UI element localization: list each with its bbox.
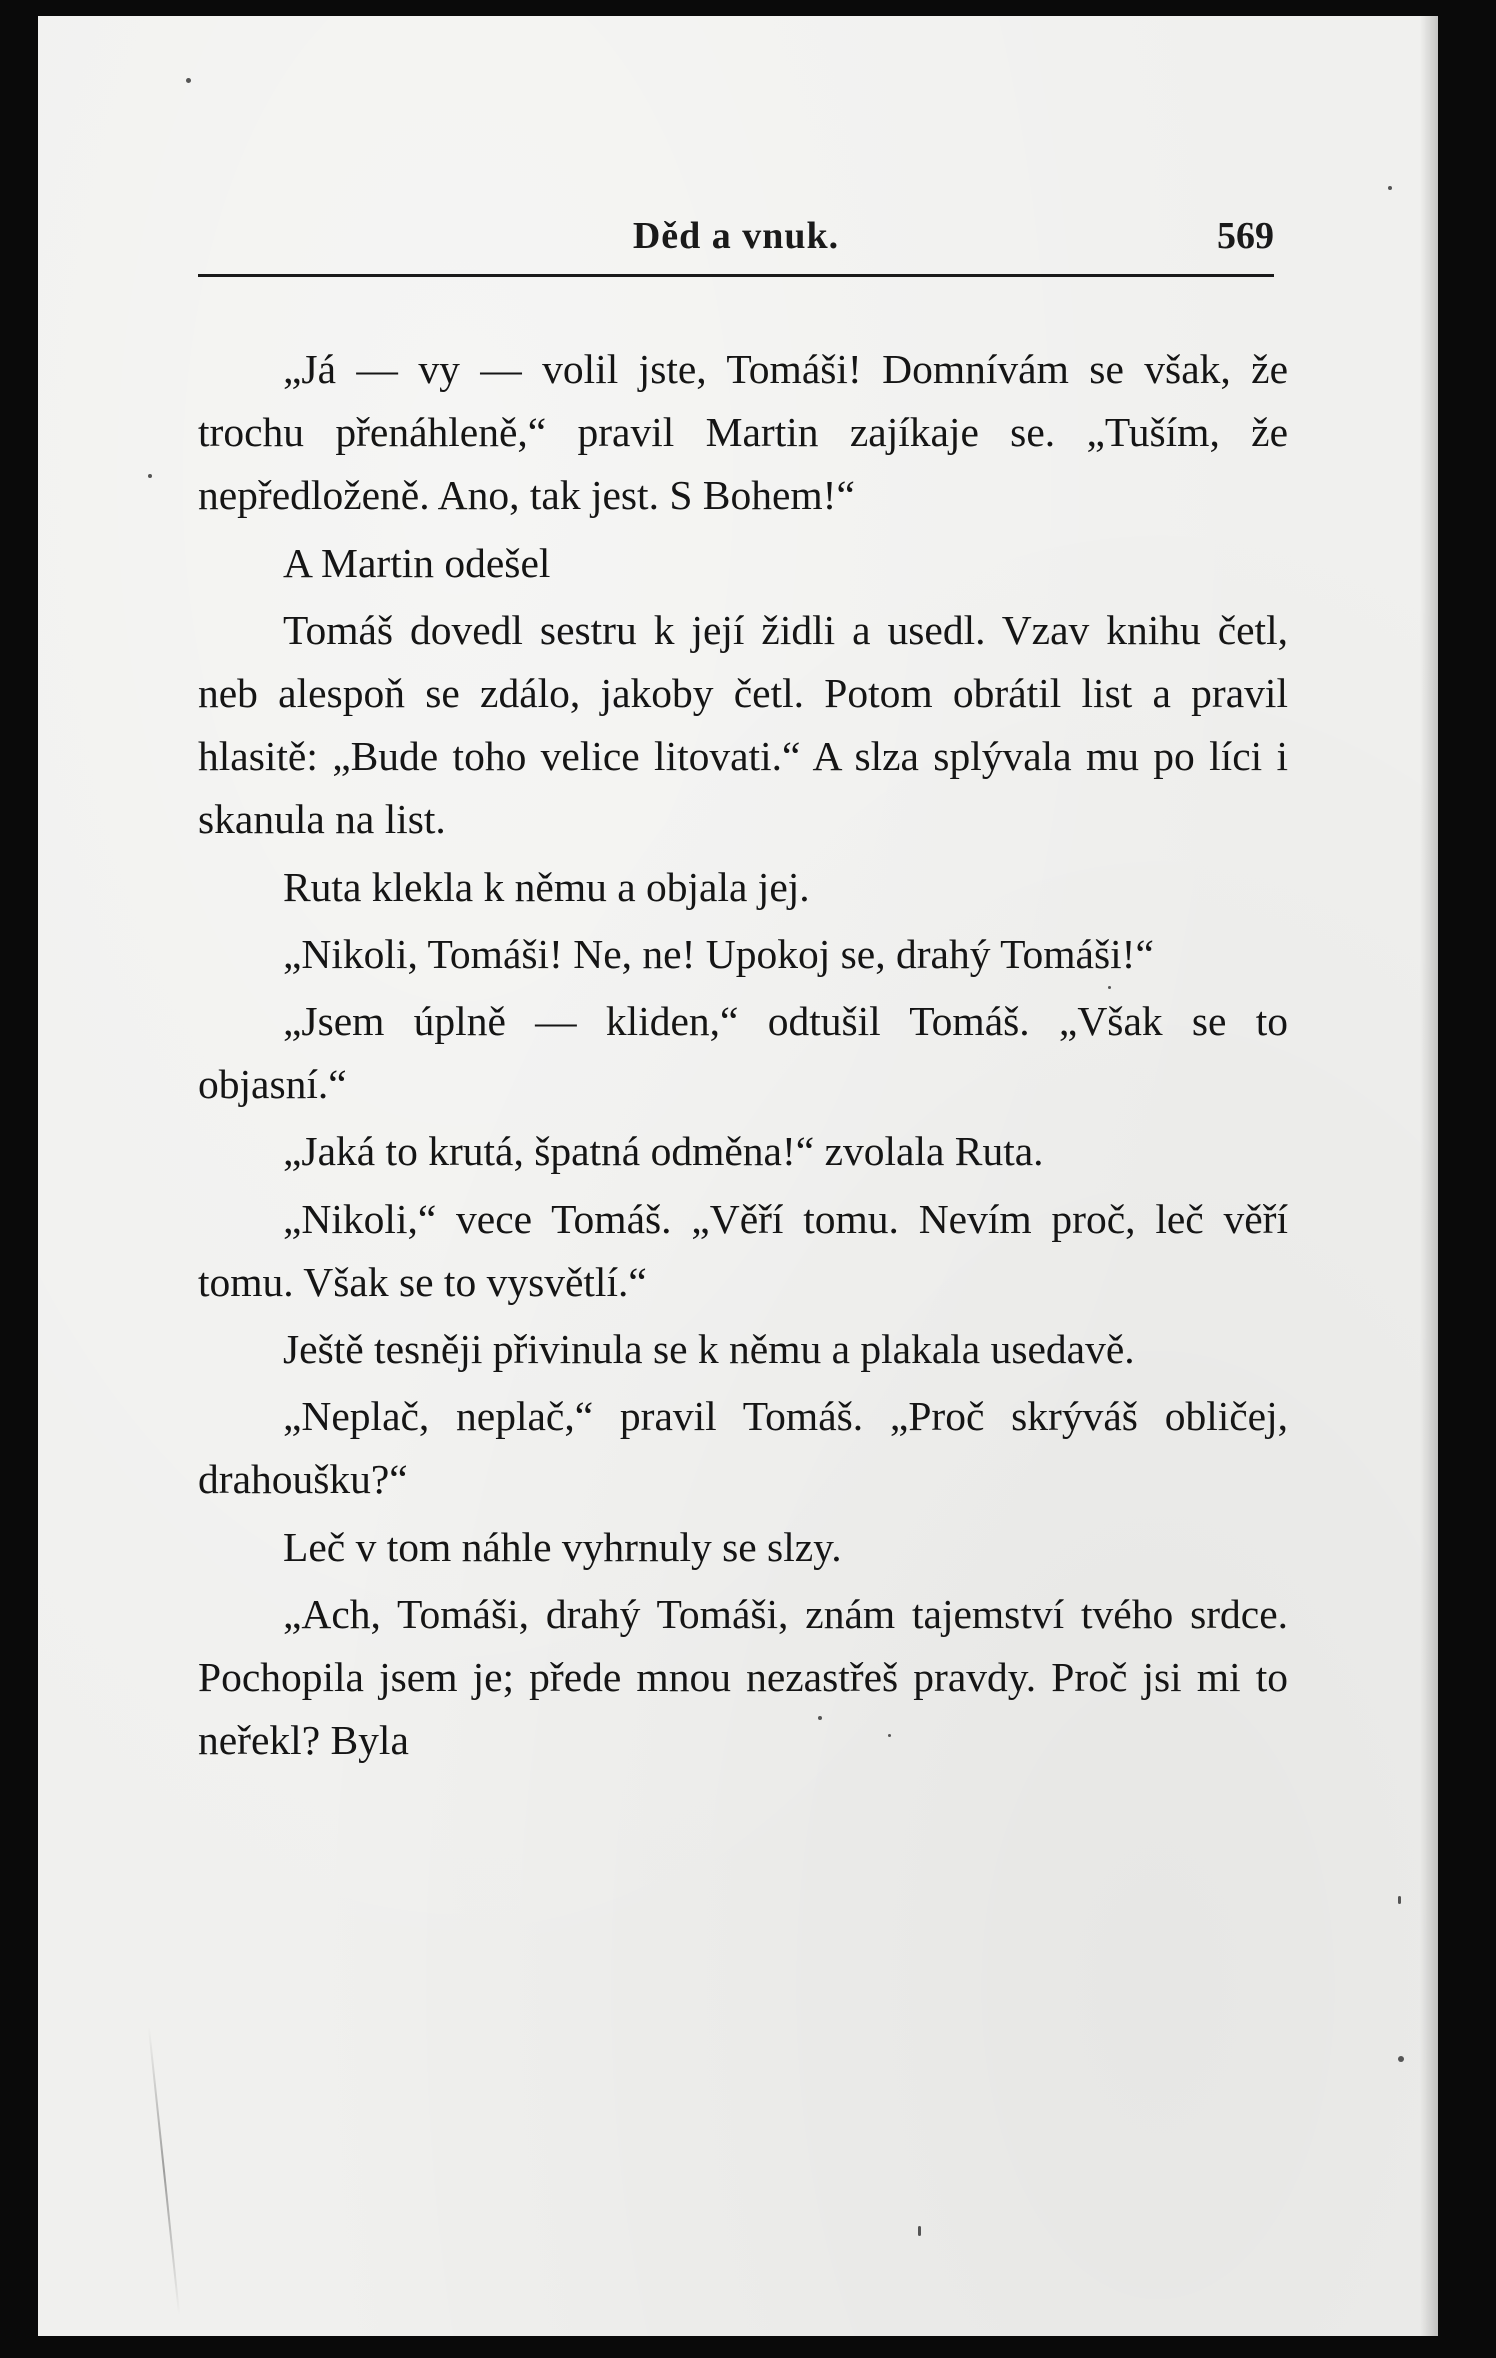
running-title: Děd a vnuk. — [632, 215, 840, 257]
paragraph-7: „Jaká to krutá, špatná odměna!“ zvolala Ruta. — [283, 1128, 1044, 1175]
paragraph-5: „Nikoli, Tomáši! Ne, ne! Upokoj se, drahý Tomáši!“ — [283, 930, 1154, 977]
paragraph-6: „Jsem úplně — kliden,“ odtušil Tomáš. „Však se to objasní.“ — [198, 998, 1288, 1108]
page-edge-shadow — [1420, 16, 1438, 2336]
paragraph-12: „Ach, Tomáši, drahý Tomáši, znám tajemství tvého srdce. Pochopila jsem je; přede mnou nezastřeš pravdy. Proč jsi mi to neřekl? Byla — [198, 1590, 1288, 1764]
paragraph-10: „Neplač, neplač,“ pravil Tomáš. „Proč skrýváš obličej, drahoušku?“ — [198, 1393, 1288, 1503]
paragraph-8: „Nikoli,“ vece Tomáš. „Věří tomu. Nevím proč, leč věří tomu. Však se to vysvětlí.“ — [198, 1195, 1288, 1305]
paragraph-11: Leč v tom náhle vyhrnuly se slzy. — [283, 1523, 842, 1570]
paragraph-4: Ruta klekla k němu a objala jej. — [283, 863, 810, 910]
paragraph-1: „Já — vy — volil jste, Tomáši! Domnívám se však, že trochu přenáhleně,“ pravil Martin zajíkaje se. „Tuším, že nepředloženě. Ano, tak jest. S Bohem!“ — [198, 346, 1288, 519]
paragraph-2: A Martin odešel — [283, 539, 551, 586]
page-number: 569 — [1217, 215, 1274, 257]
scan-margin-mark — [148, 2027, 180, 2316]
running-header — [198, 214, 1274, 277]
body-text — [198, 338, 1288, 1772]
paragraph-9: Ještě tesněji přivinula se k němu a plakala usedavě. — [283, 1326, 1135, 1373]
paragraph-3: Tomáš dovedl sestru k její židli a usedl. Vzav knihu četl, neb alespoň se zdálo, jakoby četl. Potom obrátil list a pravil hlasitě: „Bude toho velice litovati.“ A slza splývala mu po líci i skanula na list. — [198, 606, 1288, 843]
book-page — [38, 16, 1438, 2336]
